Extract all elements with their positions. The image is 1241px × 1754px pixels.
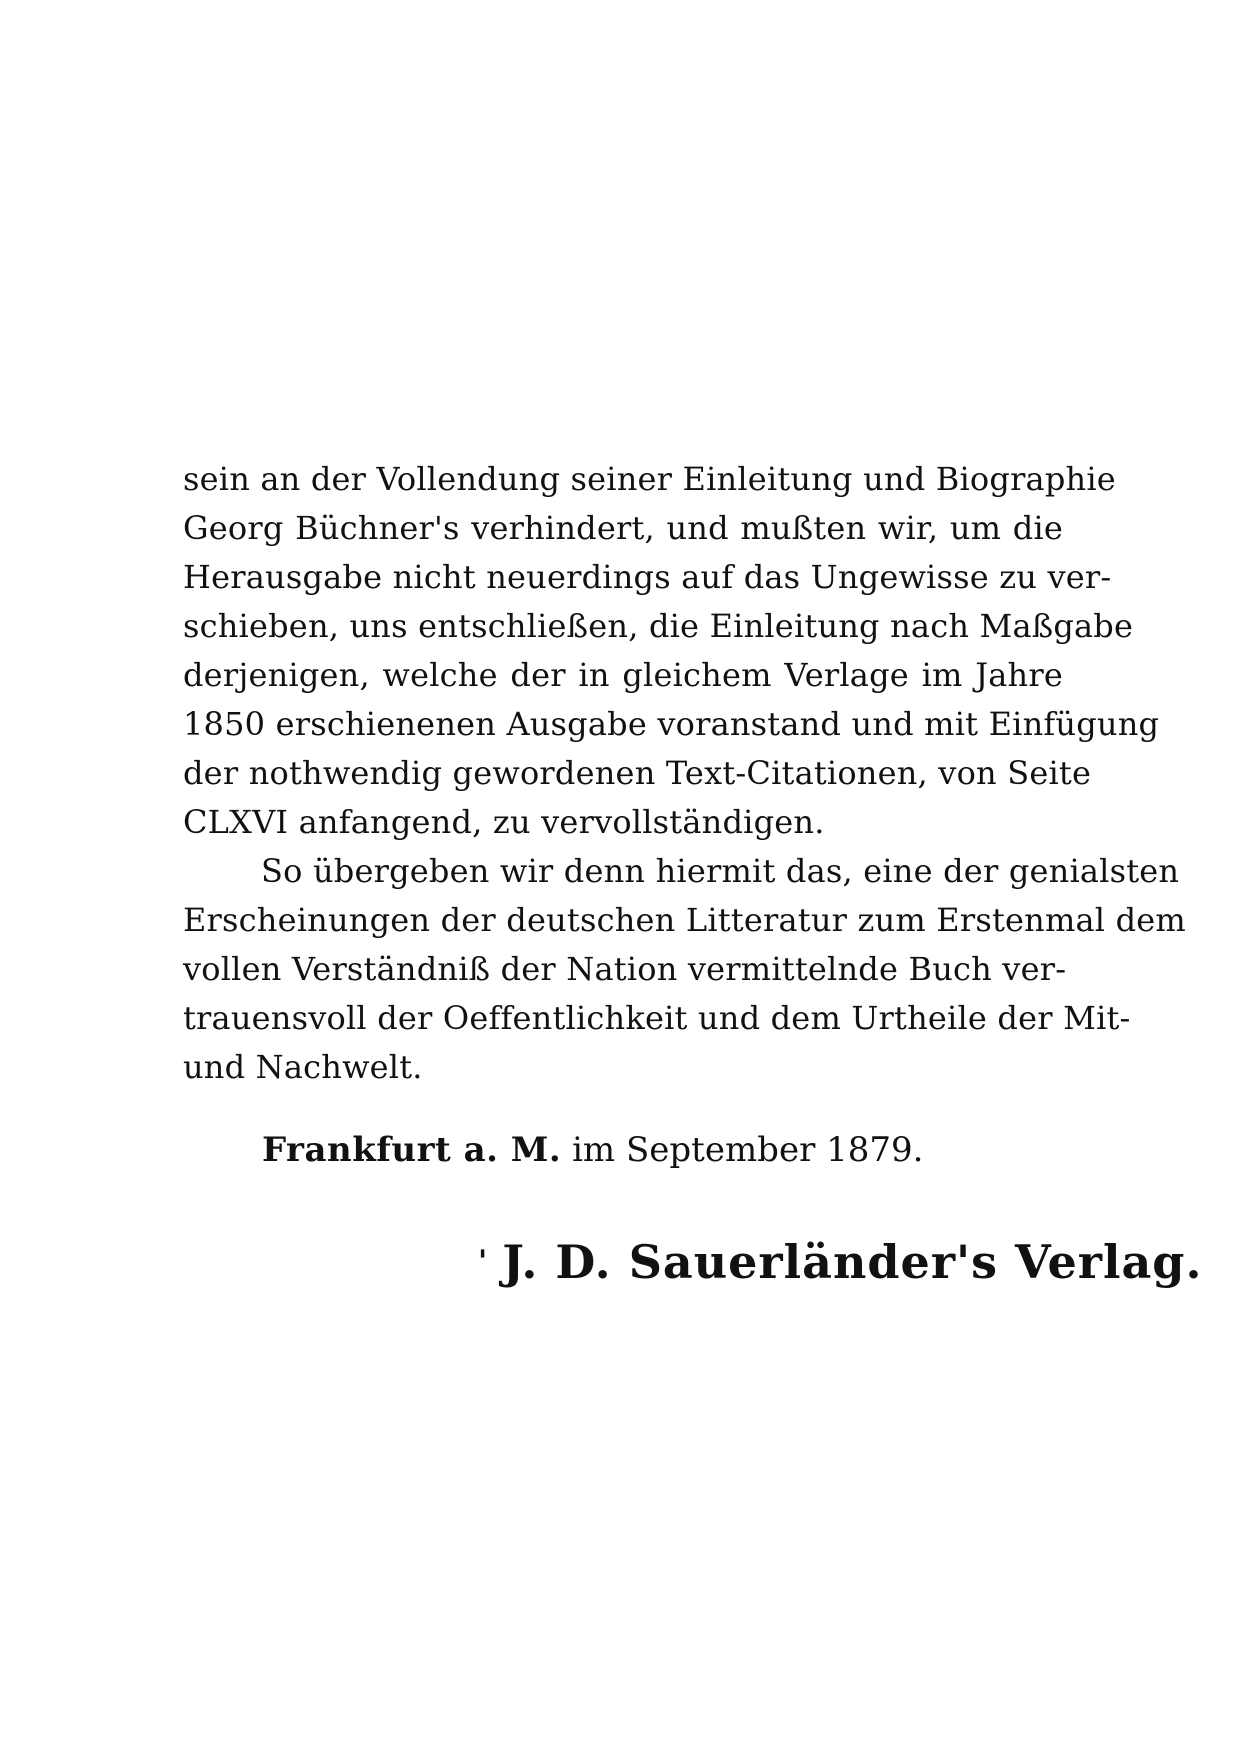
place-date-line	[262, 1125, 923, 1175]
text-line: schieben, uns entschließen, die Einleitung nach Maßgabe	[183, 607, 1134, 645]
text-line: 1850 erschienenen Ausgabe voranstand und mit Einfügung	[183, 705, 1160, 743]
text-line: der nothwendig gewordenen Text-Citationen, von Seite	[183, 754, 1092, 792]
text-line: So übergeben wir denn hiermit das, eine der genialsten	[261, 852, 1180, 890]
text-line: CLXVI anfangend, zu vervollständigen.	[183, 803, 825, 841]
date-text: im September 1879.	[572, 1130, 924, 1170]
text-line: derjenigen, welche der in gleichem Verlage im Jahre	[183, 656, 1063, 694]
text-line: Erscheinungen der deutschen Litteratur zum Erstenmal dem	[183, 901, 1186, 939]
place-name: Frankfurt a. M.	[262, 1130, 562, 1170]
body-text	[183, 455, 1186, 1092]
text-line: sein an der Vollendung seiner Einleitung und Biographie	[183, 460, 1116, 498]
text-line: Georg Büchner's verhindert, und mußten wir, um die	[183, 509, 1063, 547]
printer-mark: '	[478, 1244, 489, 1279]
text-line: und Nachwelt.	[183, 1048, 423, 1086]
text-line: Herausgabe nicht neuerdings auf das Ungewisse zu ver-	[183, 558, 1112, 596]
publisher-name: J. D. Sauerländer's Verlag.	[502, 1235, 1203, 1289]
publisher-signature	[478, 1232, 1202, 1292]
text-line: trauensvoll der Oeffentlichkeit und dem Urtheile der Mit-	[183, 999, 1131, 1037]
text-line: vollen Verständniß der Nation vermittelnde Buch ver-	[183, 950, 1067, 988]
